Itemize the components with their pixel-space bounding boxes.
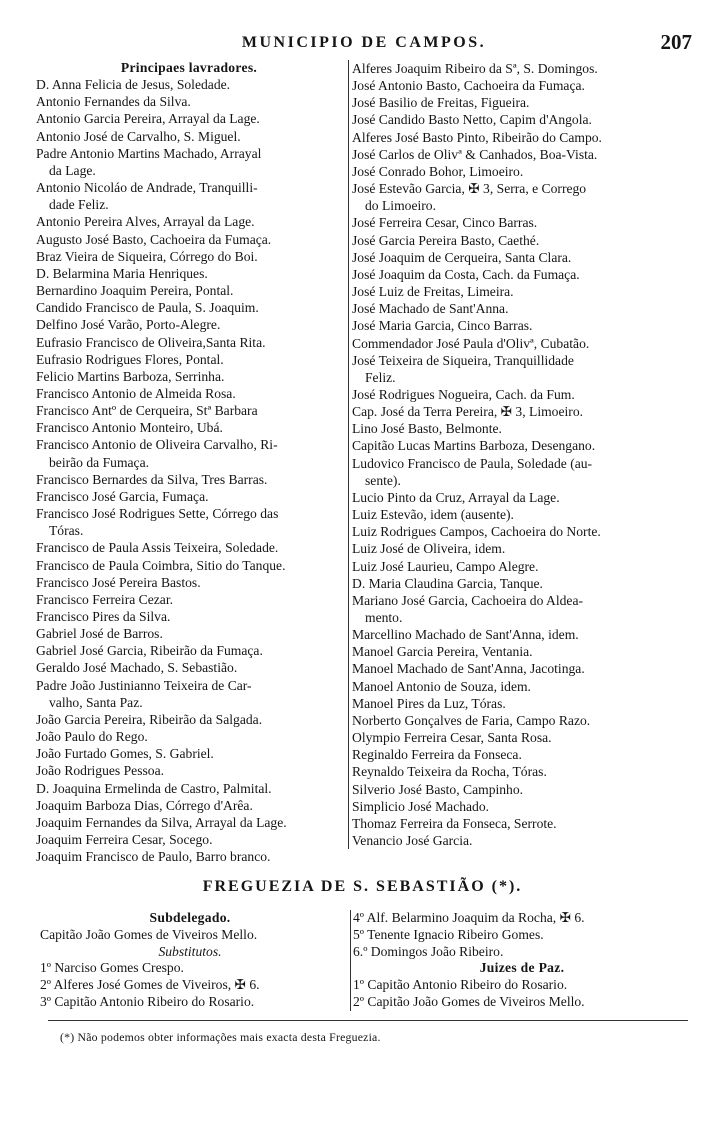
list-item: José Joaquim de Cerqueira, Santa Clara. bbox=[352, 249, 572, 265]
list-item: Gabriel José Garcia, Ribeirão da Fumaça. bbox=[36, 643, 263, 659]
list-item: Marcellino Machado de Sant'Anna, idem. bbox=[352, 627, 579, 643]
list-item: D. Anna Felicia de Jesus, Soledade. bbox=[36, 77, 231, 93]
list-item: João Garcia Pereira, Ribeirão da Salgada. bbox=[36, 711, 263, 727]
page-title: MUNICIPIO DE CAMPOS. bbox=[241, 34, 487, 51]
list-item: D. Joaquina Ermelinda de Castro, Palmital. bbox=[36, 780, 272, 796]
subdelegado-heading: Subdelegado. bbox=[149, 910, 231, 925]
list-item: João Paulo do Rego. bbox=[36, 729, 148, 745]
list-item: Gabriel José de Barros. bbox=[36, 626, 163, 642]
list-item: mento. bbox=[365, 610, 403, 625]
list-item: José Maria Garcia, Cinco Barras. bbox=[352, 318, 533, 334]
list-item: José Luiz de Freitas, Limeira. bbox=[352, 284, 514, 300]
list-item: Lucio Pinto da Cruz, Arrayal da Lage. bbox=[352, 489, 560, 505]
list-item: Luiz Estevão, idem (ausente). bbox=[352, 507, 514, 523]
list-item: Antonio Garcia Pereira, Arrayal da Lage. bbox=[36, 111, 260, 127]
list-item: Luiz José Laurieu, Campo Alegre. bbox=[352, 558, 539, 574]
list-item: Capitão Lucas Martins Barboza, Desengano. bbox=[352, 438, 596, 454]
list-item: Candido Francisco de Paula, S. Joaquim. bbox=[36, 300, 259, 316]
substitutos-heading: Substitutos. bbox=[158, 943, 222, 959]
list-item: Luiz José de Oliveira, idem. bbox=[352, 541, 506, 557]
list-item: Francisco José Rodrigues Sette, Córrego das bbox=[36, 506, 279, 522]
list-item: Manoel Machado de Sant'Anna, Jacotinga. bbox=[352, 661, 585, 677]
list-item: Thomaz Ferreira da Fonseca, Serrote. bbox=[352, 815, 557, 831]
substitutos-left-list bbox=[40, 960, 340, 1010]
right-column-list bbox=[352, 60, 692, 849]
list-item: Silverio José Basto, Campinho. bbox=[352, 781, 524, 797]
left-column-heading: Principaes lavradores. bbox=[120, 60, 258, 75]
list-item: do Limoeiro. bbox=[365, 198, 436, 214]
list-item: da Lage. bbox=[49, 162, 96, 178]
list-item: Luiz Rodrigues Campos, Cachoeira do Norte. bbox=[352, 524, 601, 540]
left-column-list bbox=[36, 76, 342, 865]
list-item: Francisco José Garcia, Fumaça. bbox=[36, 488, 209, 504]
list-item: beirão da Fumaça. bbox=[49, 454, 150, 470]
list-item: José Antonio Basto, Cachoeira da Fumaça. bbox=[352, 78, 585, 94]
list-item: Norberto Gonçalves de Faria, Campo Razo. bbox=[352, 712, 591, 728]
subdelegado-name: Capitão João Gomes de Viveiros Mello. bbox=[40, 926, 258, 942]
list-item: dade Feliz. bbox=[49, 197, 109, 213]
substitutos-right-list bbox=[353, 910, 691, 960]
list-item: Antonio Fernandes da Silva. bbox=[36, 94, 191, 110]
list-item: Joaquim Francisco de Paulo, Barro branco. bbox=[36, 849, 271, 865]
list-item: sente). bbox=[365, 472, 401, 488]
left-column bbox=[36, 59, 342, 865]
list-item: Reginaldo Ferreira da Fonseca. bbox=[352, 747, 522, 763]
list-item: Commendador José Paula d'Olivª, Cubatão. bbox=[352, 335, 590, 351]
list-item: Padre João Justinianno Teixeira de Car- bbox=[36, 677, 252, 693]
page-header bbox=[36, 30, 692, 56]
list-item: Delfino José Varão, Porto-Alegre. bbox=[36, 317, 221, 333]
list-item: Lino José Basto, Belmonte. bbox=[352, 421, 502, 437]
list-item: José Teixeira de Siqueira, Tranquillidade bbox=[352, 352, 574, 368]
list-item: Bernardino Joaquim Pereira, Pontal. bbox=[36, 283, 234, 299]
juizes-list bbox=[353, 977, 691, 1011]
juiz-item: 2º Capitão João Gomes de Viveiros Mello. bbox=[353, 993, 585, 1009]
list-item: Francisco Antonio de Almeida Rosa. bbox=[36, 385, 236, 401]
section-right-column bbox=[350, 910, 691, 1011]
list-item: Olympio Ferreira Cesar, Santa Rosa. bbox=[352, 730, 552, 746]
list-item: Francisco Ferreira Cezar. bbox=[36, 591, 174, 607]
list-item: Antonio Pereira Alves, Arrayal da Lage. bbox=[36, 214, 255, 230]
list-item: Augusto José Basto, Cachoeira da Fumaça. bbox=[36, 231, 272, 247]
list-item: José Estevão Garcia, ✠ 3, Serra, e Corrego bbox=[352, 181, 587, 197]
list-item: Alferes Joaquim Ribeiro da Sª, S. Domingos. bbox=[352, 61, 598, 76]
list-item: Antonio Nicoláo de Andrade, Tranquilli- bbox=[36, 180, 258, 196]
substituto-item: 4º Alf. Belarmino Joaquim da Rocha, ✠ 6. bbox=[353, 910, 585, 925]
list-item: D. Maria Claudina Garcia, Tanque. bbox=[352, 575, 543, 591]
list-item: D. Belarmina Maria Henriques. bbox=[36, 265, 208, 281]
list-item: Braz Vieira de Siqueira, Córrego do Boi. bbox=[36, 248, 258, 264]
list-item: José Candido Basto Netto, Capim d'Angola. bbox=[352, 112, 592, 128]
list-item: Venancio José Garcia. bbox=[352, 833, 473, 849]
list-item: Francisco de Paula Assis Teixeira, Soledade. bbox=[36, 540, 279, 556]
right-column bbox=[348, 60, 692, 849]
list-item: Eufrasio Rodrigues Flores, Pontal. bbox=[36, 351, 224, 367]
section-title: FREGUEZIA DE S. SEBASTIÃO (*). bbox=[202, 878, 523, 895]
list-item: João Rodrigues Pessoa. bbox=[36, 763, 164, 779]
list-item: José Carlos de Olivª & Canhados, Boa-Vista. bbox=[352, 146, 598, 162]
list-item: Simplicio José Machado. bbox=[352, 798, 490, 814]
list-item: Antonio José de Carvalho, S. Miguel. bbox=[36, 128, 241, 144]
list-item: Francisco Pires da Silva. bbox=[36, 609, 171, 624]
list-item: Padre Antonio Martins Machado, Arrayal bbox=[36, 145, 262, 161]
list-item: Feliz. bbox=[365, 369, 396, 385]
list-item: José Ferreira Cesar, Cinco Barras. bbox=[352, 215, 538, 231]
footnote-rule bbox=[48, 1020, 688, 1021]
list-item: Alferes José Basto Pinto, Ribeirão do Campo. bbox=[352, 129, 602, 145]
list-item: Ludovico Francisco de Paula, Soledade (au- bbox=[352, 455, 593, 471]
list-item: Felicio Martins Barboza, Serrinha. bbox=[36, 368, 225, 384]
list-item: Manoel Antonio de Souza, idem. bbox=[352, 678, 531, 694]
substituto-item: 5º Tenente Ignacio Ribeiro Gomes. bbox=[353, 926, 544, 942]
list-item: Francisco Bernardes da Silva, Tres Barras. bbox=[36, 471, 268, 487]
page-number: 207 bbox=[660, 30, 692, 54]
list-item: Manoel Garcia Pereira, Ventania. bbox=[352, 644, 533, 660]
list-item: Tóras. bbox=[49, 523, 84, 539]
section-left-column bbox=[40, 910, 340, 1011]
list-item: valho, Santa Paz. bbox=[49, 694, 143, 710]
list-item: José Rodrigues Nogueira, Cach. da Fum. bbox=[352, 386, 575, 402]
substituto-item: 3º Capitão Antonio Ribeiro do Rosario. bbox=[40, 993, 255, 1009]
list-item: Francisco Antonio de Oliveira Carvalho, Ri- bbox=[36, 437, 278, 453]
list-item: Reynaldo Teixeira da Rocha, Tóras. bbox=[352, 764, 547, 780]
list-item: José Joaquim da Costa, Cach. da Fumaça. bbox=[352, 266, 580, 282]
list-item: Joaquim Fernandes da Silva, Arrayal da Lage. bbox=[36, 814, 287, 830]
list-item: Joaquim Ferreira Cesar, Socego. bbox=[36, 832, 213, 848]
list-item: Geraldo José Machado, S. Sebastião. bbox=[36, 660, 238, 676]
list-item: Francisco José Pereira Bastos. bbox=[36, 574, 201, 590]
list-item: Francisco Antonio Monteiro, Ubá. bbox=[36, 420, 223, 436]
list-item: Manoel Pires da Luz, Tóras. bbox=[352, 695, 506, 711]
list-item: Eufrasio Francisco de Oliveira,Santa Rita. bbox=[36, 334, 266, 350]
list-item: Francisco Antº de Cerqueira, Stª Barbara bbox=[36, 403, 258, 419]
juiz-item: 1º Capitão Antonio Ribeiro do Rosario. bbox=[353, 977, 568, 993]
list-item: João Furtado Gomes, S. Gabriel. bbox=[36, 746, 214, 762]
list-item: Francisco de Paula Coimbra, Sitio do Tanque. bbox=[36, 557, 286, 573]
list-item: José Basilio de Freitas, Figueira. bbox=[352, 95, 530, 111]
list-item: José Garcia Pereira Basto, Caethé. bbox=[352, 232, 540, 248]
list-item: Joaquim Barboza Dias, Córrego d'Arêa. bbox=[36, 797, 253, 813]
footnote: (*) Não podemos obter informações mais exacta desta Freguezia. bbox=[60, 1030, 381, 1044]
list-item: Mariano José Garcia, Cachoeira do Aldea- bbox=[352, 592, 584, 608]
substituto-item: 6.º Domingos João Ribeiro. bbox=[353, 943, 504, 959]
list-item: José Conrado Bohor, Limoeiro. bbox=[352, 163, 524, 179]
list-item: José Machado de Sant'Anna. bbox=[352, 301, 509, 317]
list-item: Cap. José da Terra Pereira, ✠ 3, Limoeiro. bbox=[352, 404, 584, 420]
juizes-heading: Juizes de Paz. bbox=[479, 960, 565, 976]
substituto-item: 1º Narciso Gomes Crespo. bbox=[40, 960, 184, 976]
substituto-item: 2º Alferes José Gomes de Viveiros, ✠ 6. bbox=[40, 977, 260, 993]
